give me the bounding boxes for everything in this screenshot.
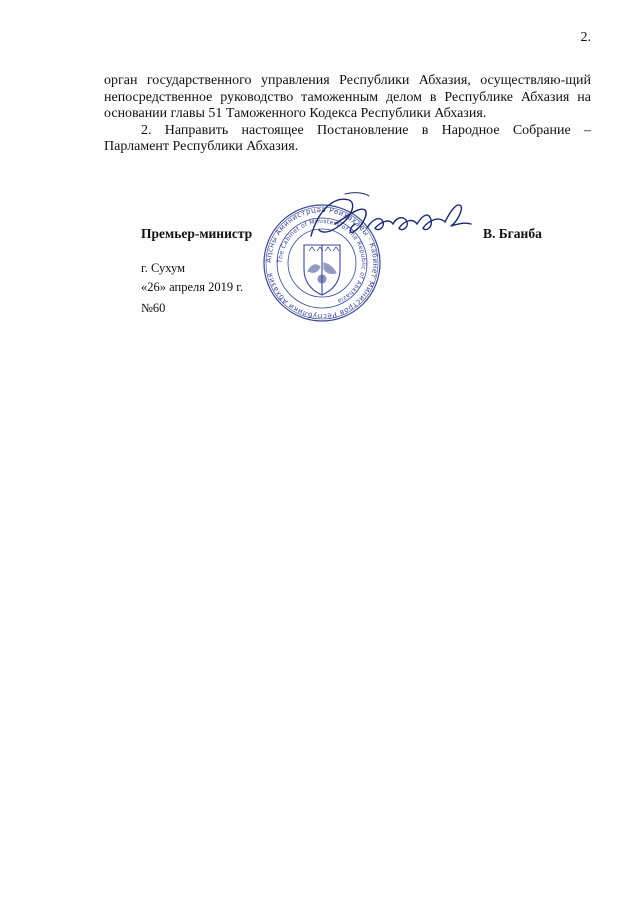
- document-body: [104, 73, 591, 156]
- handwritten-signature: [305, 188, 475, 258]
- document-date: «26» апреля 2019 г.: [141, 280, 244, 294]
- document-city: г. Сухум: [141, 261, 186, 275]
- document-number: №60: [141, 301, 166, 315]
- paragraph-continuation: орган государственного управления Республики Абхазия, осуществляю-щий непосредственное руководство таможенным делом в Республике Абхазия на основании главы 51 Таможенного Кодекса Республики Абхазия.: [104, 73, 591, 121]
- page-number: 2.: [580, 30, 591, 45]
- seal-inner-text: The Cabinet of Ministers of the Republic of Abkhazia: [276, 217, 368, 305]
- seal-outer-text: Аԥсны Аминистрцәа Реиҳаҳаҿы · Кабинет Министров Республики Абхазия: [263, 204, 381, 322]
- signatory-title: Премьер-министр: [141, 226, 253, 241]
- paragraph-item-2: 2. Направить настоящее Постановление в Народное Собрание – Парламент Республики Абхазия.: [104, 122, 591, 154]
- signatory-name: В. Бганба: [483, 226, 542, 241]
